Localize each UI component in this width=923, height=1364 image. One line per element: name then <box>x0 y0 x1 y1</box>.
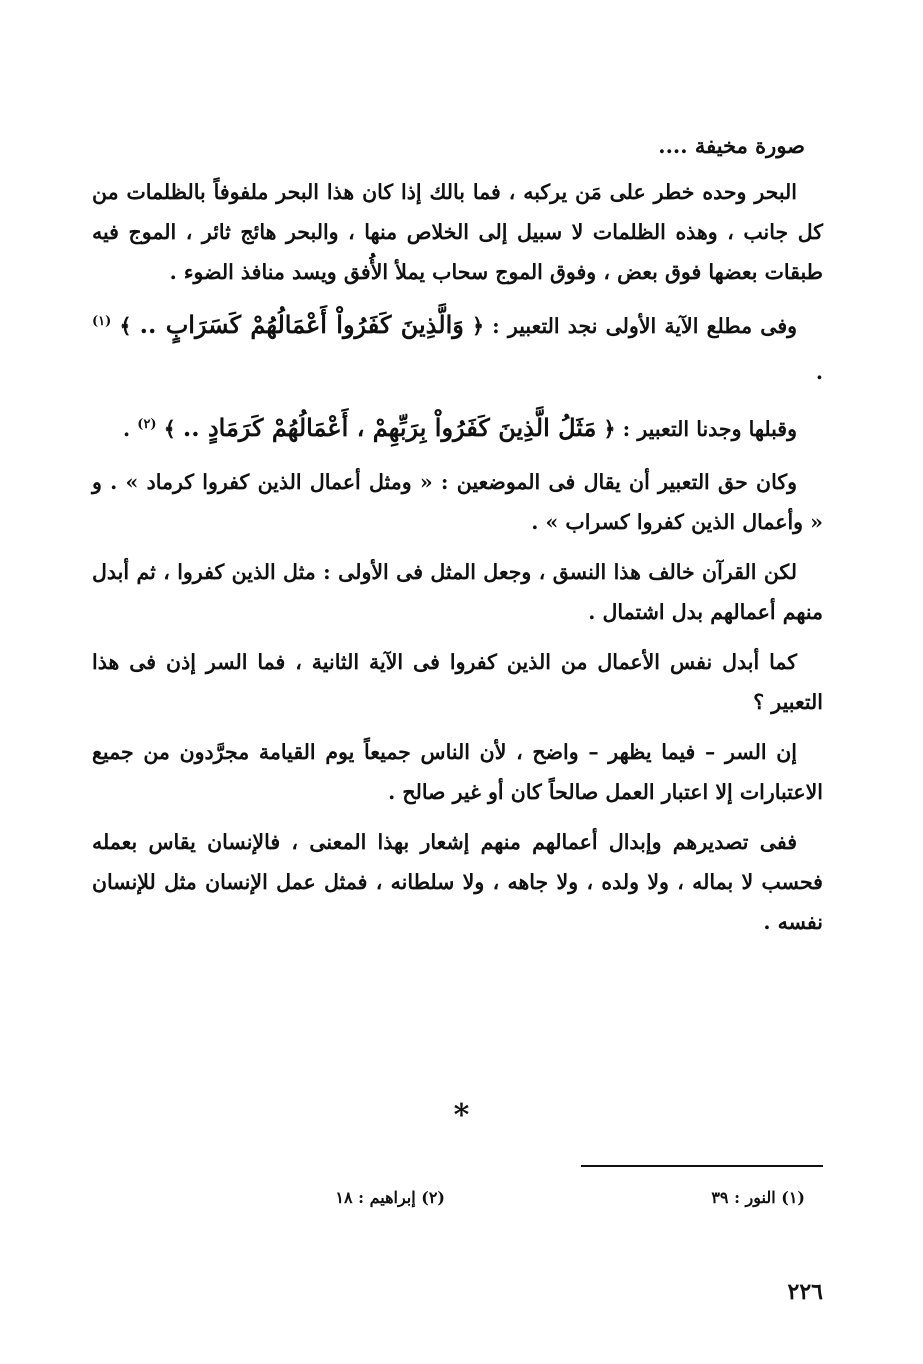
body-text <box>92 172 823 952</box>
verse-close-bracket: ﴾ <box>119 314 132 338</box>
running-title: صورة مخيفة .... <box>658 133 805 158</box>
footnotes <box>92 1183 805 1213</box>
section-separator-asterisk: * <box>453 1098 470 1133</box>
page-number: ٢٢٦ <box>787 1279 823 1305</box>
paragraph-sea-description: البحر وحده خطر على مَن يركبه ، فما بالك إذا كان هذا البحر ملفوفاً بالظلمات من كل جانب ، وهذه الظلمات لا سبيل إلى الخلاص منها ، والبحر هائج ثائر ، الموج فيه طبقات بعضها فوق بعض ، وفوق الموج سحاب يملأ الأُفق ويسد منافذ الضوء . <box>92 180 823 284</box>
paragraph-first-verse <box>92 302 823 395</box>
footnote-2: (٢) إبراهيم : ١٨ <box>335 1188 445 1207</box>
paragraph-question: كما أبدل نفس الأعمال من الذين كفروا فى الآية الثانية ، فما السر إذن فى هذا التعبير ؟ <box>92 650 823 714</box>
paragraph-expected-wording: وكان حق التعبير أن يقال فى الموضعين : « ومثل أعمال الذين كفروا كرماد » . و « وأعمال الذين كفروا كسراب » . <box>92 470 823 534</box>
paragraph-conclusion: ففى تصديرهم وإبدال أعمالهم منهم إشعار بهذا المعنى ، فالإنسان يقاس بعمله فحسب لا بماله ، ولا ولده ، ولا جاهه ، ولا سلطانه ، فمثل عمل الإنسان مثل للإنسان نفسه . <box>92 830 823 934</box>
verse-intro: وفى مطلع الآية الأولى نجد التعبير : ﴿ <box>472 314 798 338</box>
paragraph-secret: إن السر – فيما يظهر – واضح ، لأن الناس جميعاً يوم القيامة مجرَّدون من جميع الاعتبارات إلا اعتبار العمل صالحاً كان أو غير صالح . <box>92 740 823 804</box>
quran-verse-ramad: مَثَلُ الَّذِينَ كَفَرُواْ بِرَبِّهِمْ ، أَعْمَالُهُمْ كَرَمَادٍ .. <box>182 413 597 442</box>
quran-verse-sarab: وَالَّذِينَ كَفَرُواْ أَعْمَالُهُمْ كَسَرَابٍ .. <box>139 310 464 339</box>
paragraph-quran-pattern: لكن القرآن خالف هذا النسق ، وجعل المثل فى الأولى : مثل الذين كفروا ، ثم أبدل منهم أعمالهم بدل اشتمال . <box>92 560 823 624</box>
verse-end-dot: . <box>123 417 131 441</box>
verse-intro: وقبلها وجدنا التعبير : ﴿ <box>603 417 797 441</box>
verse-end-dot: . <box>815 360 823 384</box>
footnote-mark-1: (١) <box>92 314 112 330</box>
footnote-divider <box>581 1165 823 1167</box>
footnote-1: (١) النور : ٣٩ <box>711 1188 805 1207</box>
footnote-mark-2: (٢) <box>137 417 157 433</box>
verse-close-bracket: ﴾ <box>163 417 176 441</box>
paragraph-second-verse <box>92 405 823 452</box>
